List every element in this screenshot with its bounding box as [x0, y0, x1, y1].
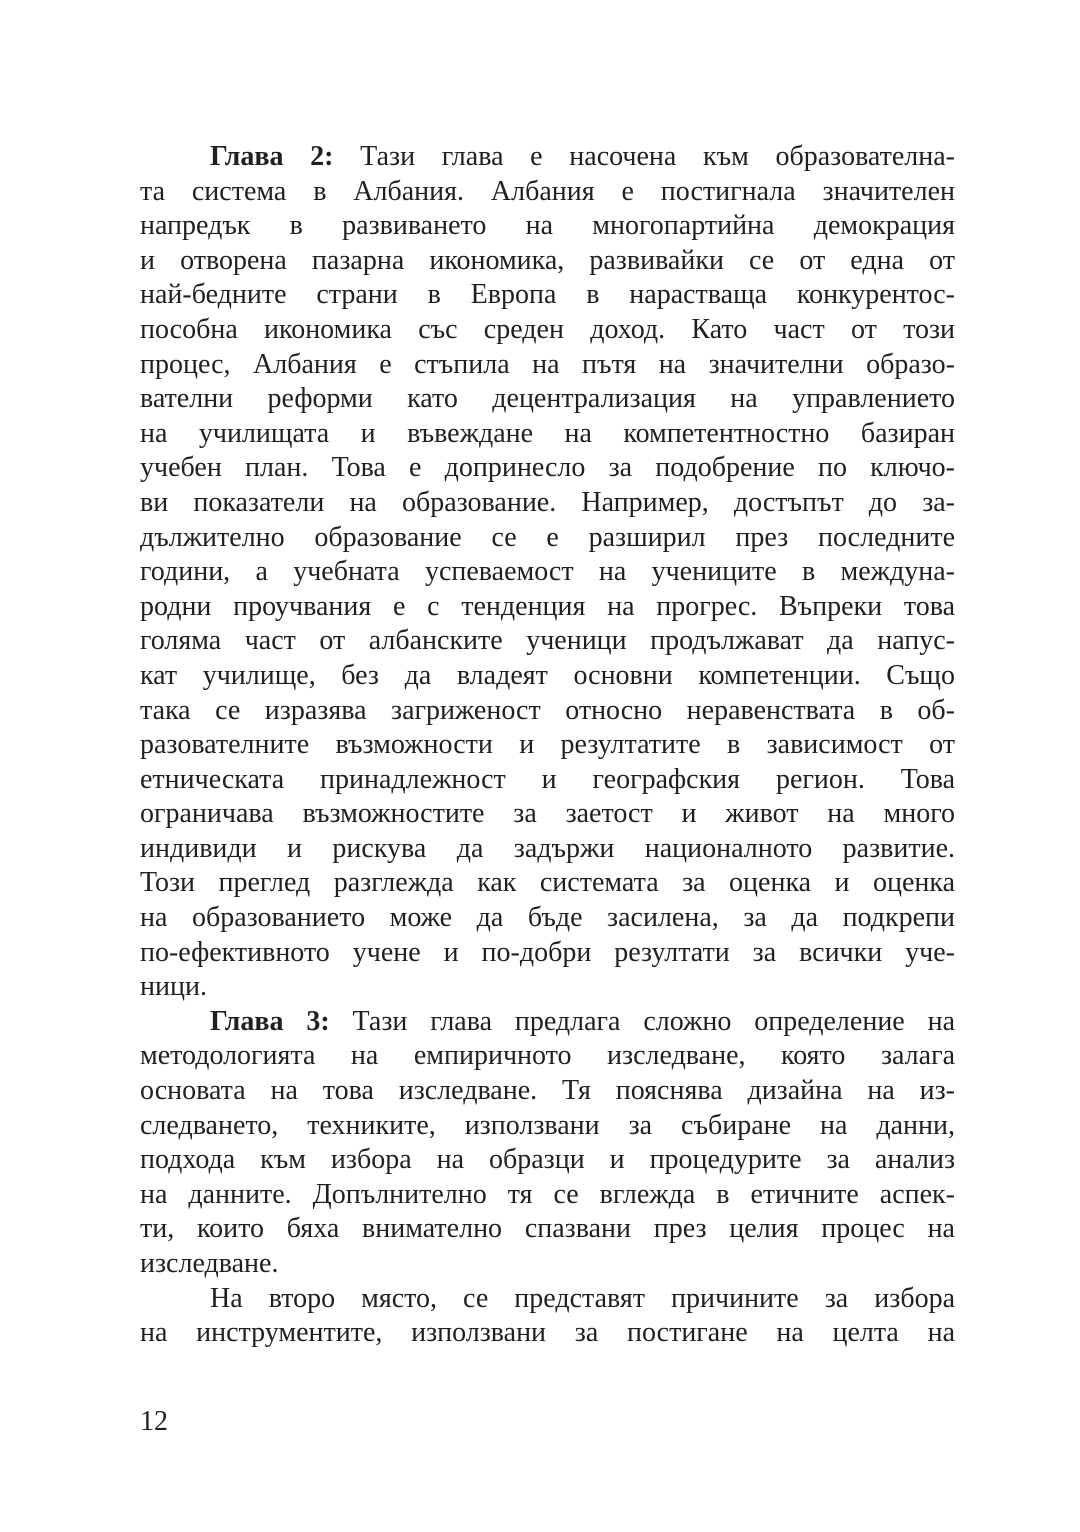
text-line: родни проучвания е с тенденция на прогрес. Въпреки това [140, 590, 955, 622]
text-line: следването, техниките, използвани за събиране на данни, [140, 1109, 955, 1141]
text-line: индивиди и рискува да задържи националното развитие. [140, 832, 955, 864]
text-line: На второ място, се представят причините за избора [210, 1282, 955, 1314]
body-text [140, 140, 955, 1351]
text-line: учебен план. Това е допринесло за подобрение по ключо- [140, 452, 955, 484]
text-line: етническата принадлежност и географския регион. Това [140, 763, 955, 795]
chapter-label: Глава 2: [210, 141, 334, 172]
text-line: ници. [140, 971, 207, 1003]
text-line: кат училище, без да владеят основни компетенции. Също [140, 659, 955, 691]
text-line: разователните възможности и резултатите в зависимост от [140, 729, 955, 761]
text-line: на данните. Допълнително тя се вглежда в етичните аспек- [140, 1178, 955, 1210]
text-line: ограничава възможностите за заетост и живот на много [140, 798, 955, 830]
page-number: 12 [140, 1406, 168, 1437]
text-line: Този преглед разглежда как системата за оценка и оценка [140, 867, 955, 899]
text-line: пособна икономика със среден доход. Като част от този [140, 313, 955, 345]
text-line: изследване. [140, 1248, 279, 1279]
text-line: подхода към избора на образци и процедурите за анализ [140, 1144, 955, 1176]
text-line: напредък в развиването на многопартийна демокрация [140, 210, 955, 242]
text-line: ви показатели на образование. Например, достъпът до за- [140, 486, 955, 518]
text-line: Глава 2: Тази глава е насочена към образователна- [210, 141, 955, 172]
text-line: на училищата и въвеждане на компетентностно базиран [140, 417, 955, 449]
text-line: дължително образование се е разширил през последните [140, 521, 955, 553]
text-line: по-ефективното учене и по-добри резултати за всички уче- [140, 936, 955, 968]
text-line: най-бедните страни в Европа в нарастваща конкурентос- [140, 279, 955, 311]
text-line: основата на това изследване. Тя пояснява дизайна на из- [140, 1075, 955, 1107]
chapter-label: Глава 3: [210, 1005, 330, 1037]
text-line: Глава 3: Тази глава предлага сложно определение на [210, 1005, 955, 1037]
text-line: та система в Албания. Албания е постигнала значителен [140, 175, 955, 207]
text-line: на инструментите, използвани за постигане на целта на [140, 1317, 955, 1349]
text-line: и отворена пазарна икономика, развивайки се от една от [140, 244, 955, 276]
text-line: голяма част от албанските ученици продължават да напус- [140, 625, 955, 657]
text-line: години, а учебната успеваемост на учениците в междуна- [140, 556, 955, 588]
text-line: вателни реформи като децентрализация на управлението [140, 383, 955, 415]
text-line: ти, които бяха внимателно спазвани през целия процес на [140, 1213, 955, 1245]
text-line: методологията на емпиричното изследване, която залага [140, 1040, 955, 1072]
text-line: процес, Албания е стъпила на пътя на значителни образо- [140, 348, 955, 380]
text-line: така се изразява загриженост относно неравенствата в об- [140, 694, 955, 726]
text-line: на образованието може да бъде засилена, за да подкрепи [140, 902, 955, 934]
